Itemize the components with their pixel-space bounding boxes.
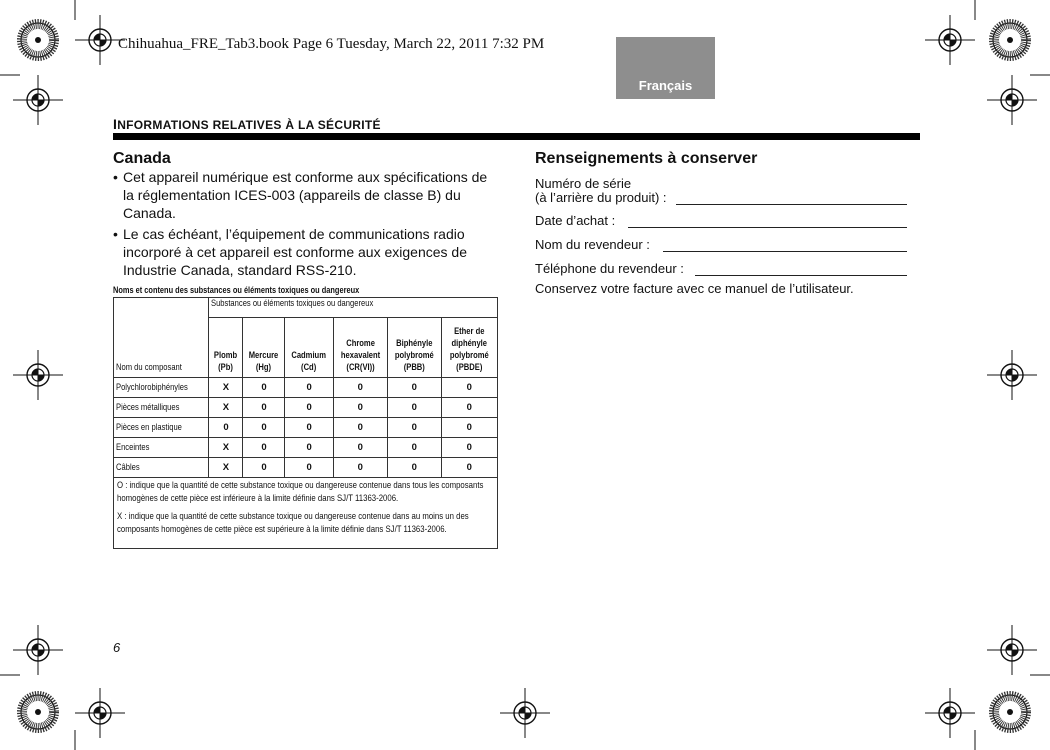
records-section (535, 150, 907, 296)
language-tab-label: Français (638, 78, 693, 93)
column-header: Mercure (Hg) (243, 318, 285, 378)
print-slug: Chihuahua_FRE_Tab3.book Page 6 Tuesday, March 22, 2011 7:32 PM (118, 36, 545, 52)
column-header: Biphényle polybromé (PBB) (387, 318, 441, 378)
table-row: Pièces en plastique 0 0 0 0 0 0 (114, 418, 498, 438)
table-row: Enceintes X 0 0 0 0 0 (114, 438, 498, 458)
list-item: • Le cas échéant, l’équipement de communications radio incorporé à cet appareil est conforme aux exigences de Industrie Canada, standard RSS-210. (113, 226, 467, 278)
table-caption: Noms et contenu des substances ou éléments toxiques ou dangereux (113, 285, 360, 296)
page-number: 6 (113, 640, 121, 655)
purchase-date-line[interactable] (628, 227, 907, 228)
component-name-header: Nom du composant (114, 298, 209, 378)
canada-section (113, 150, 498, 282)
serial-number-field: Numéro de série (à l’arrière du produit) : (535, 177, 907, 205)
records-heading: Renseignements à conserver (535, 150, 758, 167)
language-tab (616, 37, 715, 99)
substances-group-header: Substances ou éléments toxiques ou dangereux (209, 298, 498, 318)
dealer-name-line[interactable] (663, 251, 907, 252)
list-item: • Cet appareil numérique est conforme aux spécifications de la réglementation ICES-003 (appareils de classe B) du Canada. (113, 169, 488, 221)
substances-table (113, 297, 498, 549)
table-row: Pièces métalliques X 0 0 0 0 0 (114, 398, 498, 418)
dealer-name-field: Nom du revendeur : (535, 238, 907, 252)
dealer-phone-line[interactable] (695, 275, 907, 276)
table-notes (114, 478, 498, 549)
note-x: X : indique que la quantité de cette substance toxique ou dangereuse contenue dans au moins un des composants homogènes de cette pièce est supérieure à la limite définie dans SJ/T 11363-2006. (117, 511, 469, 535)
purchase-date-field: Date d’achat : (535, 214, 907, 228)
canada-bullets (113, 168, 498, 279)
canada-heading: Canada (113, 150, 171, 167)
section-rule (113, 133, 920, 140)
dealer-phone-field: Téléphone du revendeur : (535, 262, 907, 276)
section-title: INFORMATIONS RELATIVES À LA SÉCURITÉ (113, 116, 381, 132)
serial-number-line[interactable] (676, 204, 907, 205)
column-header: Cadmium (Cd) (285, 318, 333, 378)
table-row: Polychlorobiphényles X 0 0 0 0 0 (114, 378, 498, 398)
note-o: O : indique que la quantité de cette substance toxique ou dangereuse contenue dans tous les composants homogènes de cette pièce est inférieure à la limite définie dans SJ/T 11363-2006. (117, 480, 484, 504)
column-header: Ether de diphényle polybromé (PBDE) (441, 318, 497, 378)
footer-note: Conservez votre facture avec ce manuel de l’utilisateur. (535, 281, 854, 296)
column-header: Chrome hexavalent (CR(VI)) (333, 318, 387, 378)
column-header: Plomb (Pb) (209, 318, 243, 378)
table-row: Câbles X 0 0 0 0 0 (114, 458, 498, 478)
